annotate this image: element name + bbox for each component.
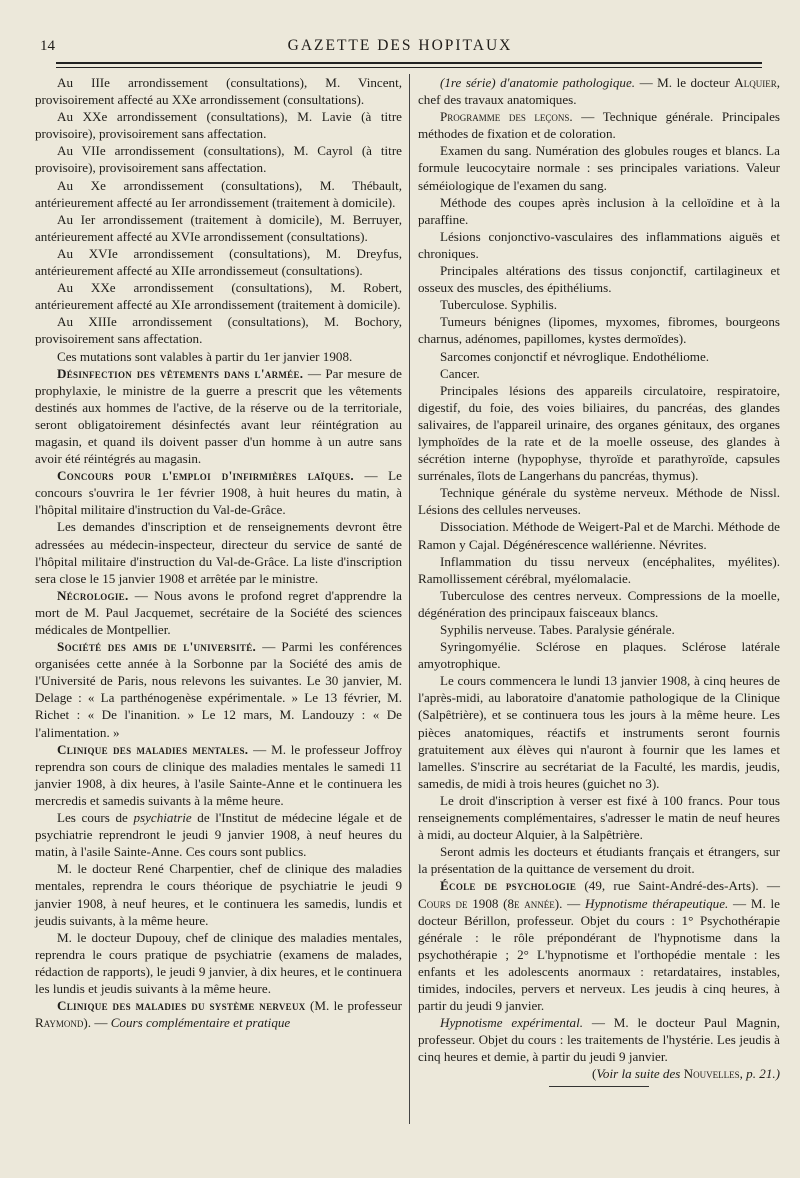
end-rule xyxy=(549,1086,649,1087)
paragraph: Méthode des coupes après inclusion à la celloïdine et à la paraffine. xyxy=(418,194,780,227)
paragraph: Le droit d'inscription à verser est fixé à 100 francs. Pour tous renseignements complémentaires, s'adresser le matin de neuf heures à midi, au docteur Alquier, à la Salpêtrière. xyxy=(418,792,780,843)
paragraph: Au XVIe arrondissement (consultations), M. Dreyfus, antérieurement affecté au XIIe arrondissemeut (consultations). xyxy=(35,245,402,279)
text-run: — M. le docteur Bérillon, professeur. Objet du cours : 1° Psychothérapie générale : le rôle prépondérant de l'hypnotisme dans la psychothérapie ; 2° L'hypnotisme et l'orthopédie mentale : les enfants et les adolescents anormaux : retardataires, instables, timides, indociles, pervers et nerveux. Les jeudis à cinq heures, à partir du jeudi 9 janvier. xyxy=(418,895,780,1014)
news-item xyxy=(418,108,780,142)
paragraph: Au IIIe arrondissement (consultations), M. Vincent, provisoirement affecté au XXe arrondissement (consultations). xyxy=(35,75,402,108)
column-divider xyxy=(409,74,410,1124)
news-text: — Le concours s'ouvrira le 1er février 1908, à huit heures du matin, à l'hôpital militaire d'instruction du Val-de-Grâce. xyxy=(35,468,402,518)
text-run-italic: Cours complémentaire et pratique xyxy=(110,1015,291,1031)
text-run: ). — xyxy=(83,1015,111,1031)
paragraph: Principales lésions des appareils circulatoire, respiratoire, digestif, du foie, des voies biliaires, du pancréas, des glandes salivaires, de l'appareil urinaire, des organes génitaux, des organes lymphoïdes de la rate et de la moelle osseuse, des glandes à sécrétion interne (hypophyse, thyroïde et parathyroïde, capsules surrénales, îlots de Langerhans du pancréas, thymus). xyxy=(418,382,780,484)
page-number: 14 xyxy=(40,38,55,54)
right-column xyxy=(418,74,780,1087)
news-item xyxy=(35,587,402,638)
news-item xyxy=(418,877,780,1014)
paragraph: Seront admis les docteurs et étudiants français et étrangers, sur la présentation de la quittance de versement du droit. xyxy=(418,844,780,877)
text-run: Les cours de xyxy=(57,810,134,826)
paragraph: Technique générale du système nerveux. Méthode de Nissl. Lésions des cellules nerveuses. xyxy=(418,485,780,518)
continuation-note xyxy=(418,1065,780,1082)
header-rule xyxy=(56,62,762,68)
text-run-italic: psychiatrie xyxy=(133,810,192,826)
text-run-italic: Voir la suite des xyxy=(596,1066,681,1082)
news-text: — M. le professeur Joffroy reprendra son cours de clinique des maladies mentales le samedi 11 janvier 1908, à dix heures, à l'asile Sainte-Anne et le continuera les mercredis et samedis suivants à la même heure. xyxy=(35,741,402,808)
paragraph: Cancer. xyxy=(440,365,480,381)
text-run: de l'Institut de médecine légale et de psychiatrie reprendront le jeudi 9 janvier 1908, à neuf heures du matin, à l'asile Sainte-Anne. Ces cours sont publics. xyxy=(35,810,402,860)
paragraph: Lésions conjonctivo-vasculaires des inflammations aiguës et chroniques. xyxy=(418,228,780,261)
news-item xyxy=(35,741,402,809)
text-run: , chef des travaux anatomiques. xyxy=(418,75,780,108)
paragraph: Tuberculose. Syphilis. xyxy=(440,297,558,313)
text-run: — M. le docteur xyxy=(635,75,735,90)
text-run-smallcaps: Raymond xyxy=(35,1015,84,1031)
paragraph: Au Ier arrondissement (traitement à domicile), M. Berruyer, antérieurement affecté au XVIe arrondissement (consultations). xyxy=(35,211,402,244)
text-run-italic: Hypnotisme expérimental. xyxy=(440,1015,584,1031)
news-item xyxy=(35,365,402,468)
section-heading: Clinique des maladies du système nerveux xyxy=(57,998,306,1014)
section-heading: Concours pour l'emploi d'infirmières laïques. xyxy=(57,468,354,484)
paragraph: Au VIIe arrondissement (consultations), M. Cayrol (à titre provisoire), provisoirement sans affectation. xyxy=(35,143,402,176)
paragraph: Tumeurs bénignes (lipomes, myxomes, fibromes, bourgeons charnus, adénomes, papillomes, kystes dermoïdes). xyxy=(418,314,780,347)
section-heading: Nécrologie. xyxy=(57,587,129,603)
text-run-italic: , p. 21.) xyxy=(739,1066,780,1082)
text-run: — xyxy=(562,895,586,911)
paragraph: Au Xe arrondissement (consultations), M. Thébault, antérieurement affecté au Ier arrondissement (traitement à domicile). xyxy=(35,177,402,210)
paragraph: Syphilis nerveuse. Tabes. Paralysie générale. xyxy=(440,622,675,637)
text-run: (49, rue Saint-André-des-Arts). — xyxy=(576,878,780,894)
news-text: — Technique générale. Principales méthodes de fixation et de coloration. xyxy=(418,109,780,142)
paragraph: Le cours commencera le lundi 13 janvier 1908, à cinq heures de l'après-midi, au laboratoire d'anatomie pathologique de la Clinique (Salpêtrière), et se continuera tous les jours à la même heure. Les pièces anatomiques, réactifs et instruments seront fournis gratuitement aux élèves qui n'auront à fournir que les lames et lamelles. S'inscrire au secrétariat de la Faculté, les mardis, jeudis, samedis, de midi à trois heures (guichet no 3). xyxy=(418,673,780,791)
text-run-smallcaps: Cours de 1908 (8e année). xyxy=(418,895,563,911)
text-run-smallcaps: Nouvelles xyxy=(680,1066,740,1082)
paragraph xyxy=(418,1014,780,1065)
paragraph: Au XXe arrondissement (consultations), M. Lavie (à titre provisoire), provisoirement sans affectation. xyxy=(35,109,402,142)
paragraph: Tuberculose des centres nerveux. Compressions de la moelle, dégénération des principaux faisceaux blancs. xyxy=(418,587,780,620)
text-run-italic: (1re série) d'anatomie pathologique. xyxy=(440,75,636,90)
news-item xyxy=(35,638,402,741)
news-text: — Par mesure de prophylaxie, le ministre de la guerre a prescrit que les vêtements destinés aux hommes de l'active, de la réserve ou de la territoriale, seront obligatoirement désinfectés avant leur réintégration au magasin, et quand ils doivent passer d'un homme à un autre sans avoir été réintégrés au magasin. xyxy=(35,365,402,467)
section-heading: École de psychologie xyxy=(440,878,577,894)
text-run: ( xyxy=(592,1066,597,1082)
section-heading: Société des amis de l'université. xyxy=(57,639,257,655)
paragraph: Ces mutations sont valables à partir du 1er janvier 1908. xyxy=(57,348,353,364)
section-heading: Programme des leçons. xyxy=(440,109,573,125)
paragraph xyxy=(35,809,402,860)
text-run-smallcaps: Alquier xyxy=(734,75,777,90)
paragraph: Sarcomes conjonctif et névroglique. Endothéliome. xyxy=(440,348,710,364)
text-run-italic: Hypnotisme thérapeutique. xyxy=(585,895,729,911)
paragraph: Principales altérations des tissus conjonctif, cartilagineux et osseux des muscles, des épithéliums. xyxy=(418,263,780,296)
text-run: (M. le professeur xyxy=(305,998,402,1014)
paragraph: Les demandes d'inscription et de renseignements devront être adressées au médecin-inspecteur, directeur du service de santé de l'hôpital militaire d'instruction du Val-de-Grâce. La liste d'inscription sera close le 15 janvier 1908 et arrêtée par le ministre. xyxy=(35,519,402,586)
paragraph: Syringomyélie. Sclérose en plaques. Sclérose latérale amyotrophique. xyxy=(418,639,780,672)
paragraph: Au XXe arrondissement (consultations), M. Robert, antérieurement affecté au XIe arrondissement (traitement à domicile). xyxy=(35,280,402,313)
paragraph: M. le docteur René Charpentier, chef de clinique des maladies mentales, reprendra le cours théorique de psychiatrie le jeudi 9 janvier 1908, à neuf heures, et le continuera les samedis, lundis et jeudis suivants, à la même heure. xyxy=(35,861,402,928)
page-header xyxy=(40,36,760,58)
paragraph: M. le docteur Dupouy, chef de clinique des maladies mentales, reprendra le cours pratique de psychiatrie (examens de malades, rédaction de rapports), le jeudi 9 janvier, à dix heures, et le continuera les lundis et jeudis suivants à la même heure. xyxy=(35,929,402,996)
paragraph: Inflammation du tissu nerveux (encéphalites, myélites). Ramollissement cérébral, myélomalacie. xyxy=(418,553,780,586)
paragraph: Au XIIIe arrondissement (consultations), M. Bochory, provisoirement sans affectation. xyxy=(35,314,402,347)
news-item xyxy=(35,467,402,518)
section-heading: Clinique des maladies mentales. xyxy=(57,741,249,757)
left-column xyxy=(35,74,402,1031)
section-heading: Désinfection des vêtements dans l'armée. xyxy=(57,365,304,381)
paragraph: Examen du sang. Numération des globules rouges et blancs. La formule leucocytaire normale : ses principales variations. Valeur séméiologique de l'examen du sang. xyxy=(418,143,780,193)
text-run: — M. le docteur Paul Magnin, professeur. Objet du cours : les traitements de l'hystérie. Les jeudis à cinq heures et demie, à partir du jeudi 9 janvier. xyxy=(418,1015,780,1065)
running-title: GAZETTE DES HOPITAUX xyxy=(287,37,513,54)
news-text: — Nous avons le profond regret d'apprendre la mort de M. Paul Jacquemet, secrétaire de la Société des sciences médicales de Montpellier. xyxy=(35,587,402,637)
news-item xyxy=(35,997,402,1031)
paragraph: Dissociation. Méthode de Weigert-Pal et de Marchi. Méthode de Ramon y Cajal. Dégénérescence wallérienne. Névrites. xyxy=(418,519,780,552)
paragraph xyxy=(418,74,780,108)
news-text: — Parmi les conférences organisées cette année à la Sorbonne par la Société des amis de l'Université de Paris, nous relevons les suivantes. Le 30 janvier, M. Delage : « La parthénogenèse expérimentale. » Le 13 février, M. Richet : « De l'inanition. » Le 12 mars, M. Landouzy : « De l'alimentation. » xyxy=(35,639,403,740)
